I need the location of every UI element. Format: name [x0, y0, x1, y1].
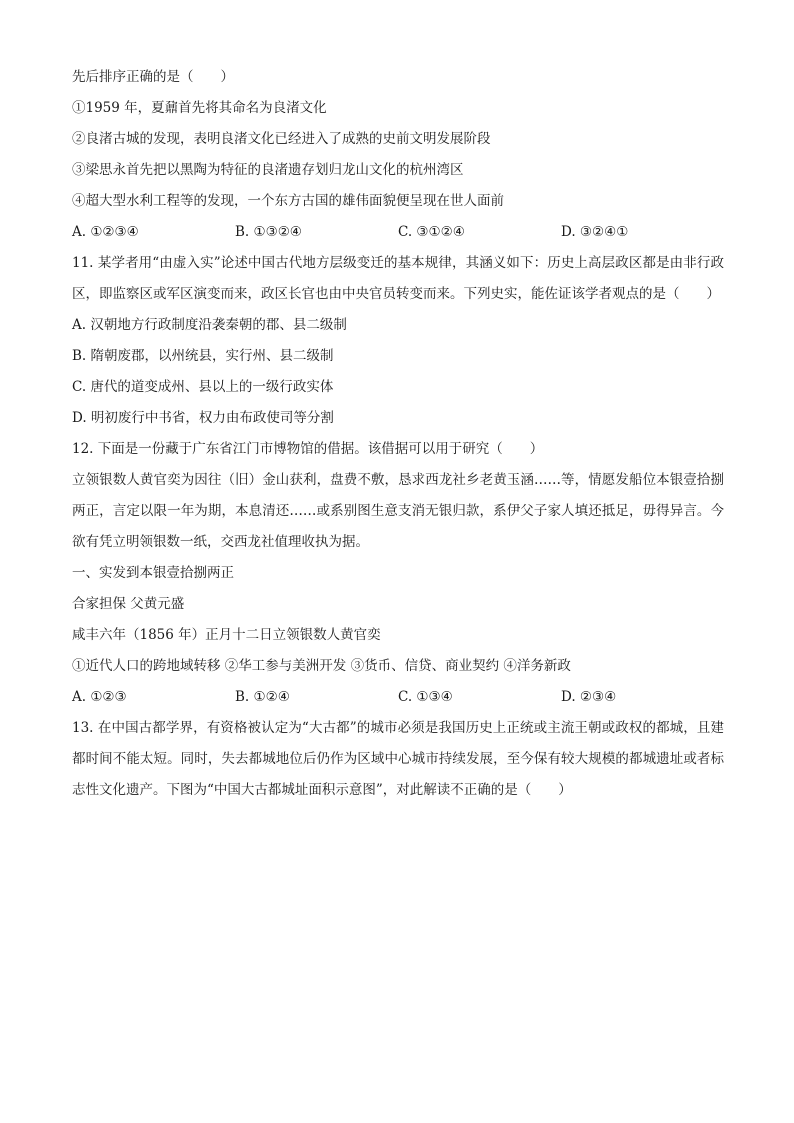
q12-option-c[interactable]: C. ①③④ [398, 689, 453, 705]
q10-option-a[interactable]: A. ①②③④ [72, 224, 139, 240]
q12-stem: 12. 下面是一份藏于广东省江门市博物馆的借据。该借据可以用于研究（ ） [72, 441, 544, 457]
q11-option-a[interactable]: A. 汉朝地方行政制度沿袭秦朝的郡、县二级制 [72, 317, 347, 333]
q10-statement-3: ③梁思永首先把以黑陶为特征的良渚遗存划归龙山文化的杭州湾区 [72, 162, 464, 178]
q10-option-d[interactable]: D. ③②④① [561, 224, 629, 240]
q12-option-d[interactable]: D. ②③④ [561, 689, 617, 705]
q12-document-line-3: 咸丰六年（1856 年）正月十二日立领银数人黄官奕 [72, 627, 381, 643]
q10-options [72, 217, 724, 248]
q12-option-a[interactable]: A. ①②③ [72, 689, 127, 705]
q10-statement-2: ②良渚古城的发现，表明良渚文化已经进入了成熟的史前文明发展阶段 [72, 131, 491, 147]
q11-option-b[interactable]: B. 隋朝废郡，以州统县，实行州、县二级制 [72, 348, 334, 364]
q12-statements: ①近代人口的跨地域转移 ②华工参与美洲开发 ③货币、信贷、商业契约 ④洋务新政 [72, 658, 571, 674]
q13-stem: 13. 在中国古都学界，有资格被认定为“大古都”的城市必须是我国历史上正统或主流王朝或政权的都城，且建都时间不能太短。同时，失去都城地位后仍作为区域中心城市持续发展，至今保有较大规模的都城遗址或者标志性文化遗产。下图为“中国大古都城址面积示意图”，对此解读不正确的是（ ） [72, 720, 724, 798]
q12-option-b[interactable]: B. ①②④ [235, 689, 290, 705]
q10-statement-1: ①1959 年，夏鼐首先将其命名为良渚文化 [72, 100, 327, 116]
exam-page [72, 62, 724, 806]
q10-statement-4: ④超大型水利工程等的发现，一个东方古国的雄伟面貌便呈现在世人面前 [72, 193, 504, 209]
q10-option-c[interactable]: C. ③①②④ [398, 224, 465, 240]
q11-option-c[interactable]: C. 唐代的道变成州、县以上的一级行政实体 [72, 379, 334, 395]
q10-option-b[interactable]: B. ①③②④ [235, 224, 302, 240]
q12-options [72, 682, 724, 713]
q11-option-d[interactable]: D. 明初废行中书省，权力由布政使司等分割 [72, 410, 334, 426]
q12-document: 立领银数人黄官奕为因往（旧）金山获利，盘费不敷，恳求西龙社乡老黄玉涵……等，情愿发船位本银壹拾捌两正，言定以限一年为期，本息清还……或系别图生意支消无银归款，系伊父子家人填还抵足，毋得异言。今欲有凭立明领银数一纸，交西龙社值理收执为据。 [72, 472, 724, 550]
q10-stem-tail: 先后排序正确的是（ ） [72, 69, 234, 85]
q12-document-line-2: 合家担保 父黄元盛 [72, 596, 185, 612]
q11-stem: 11. 某学者用“由虚入实”论述中国古代地方层级变迁的基本规律，其涵义如下：历史上高层政区都是由非行政区，即监察区或军区演变而来，政区长官也由中央官员转变而来。下列史实，能佐证该学者观点的是（ ） [72, 255, 724, 302]
q12-document-line-1: 一、实发到本银壹拾捌两正 [72, 565, 234, 581]
